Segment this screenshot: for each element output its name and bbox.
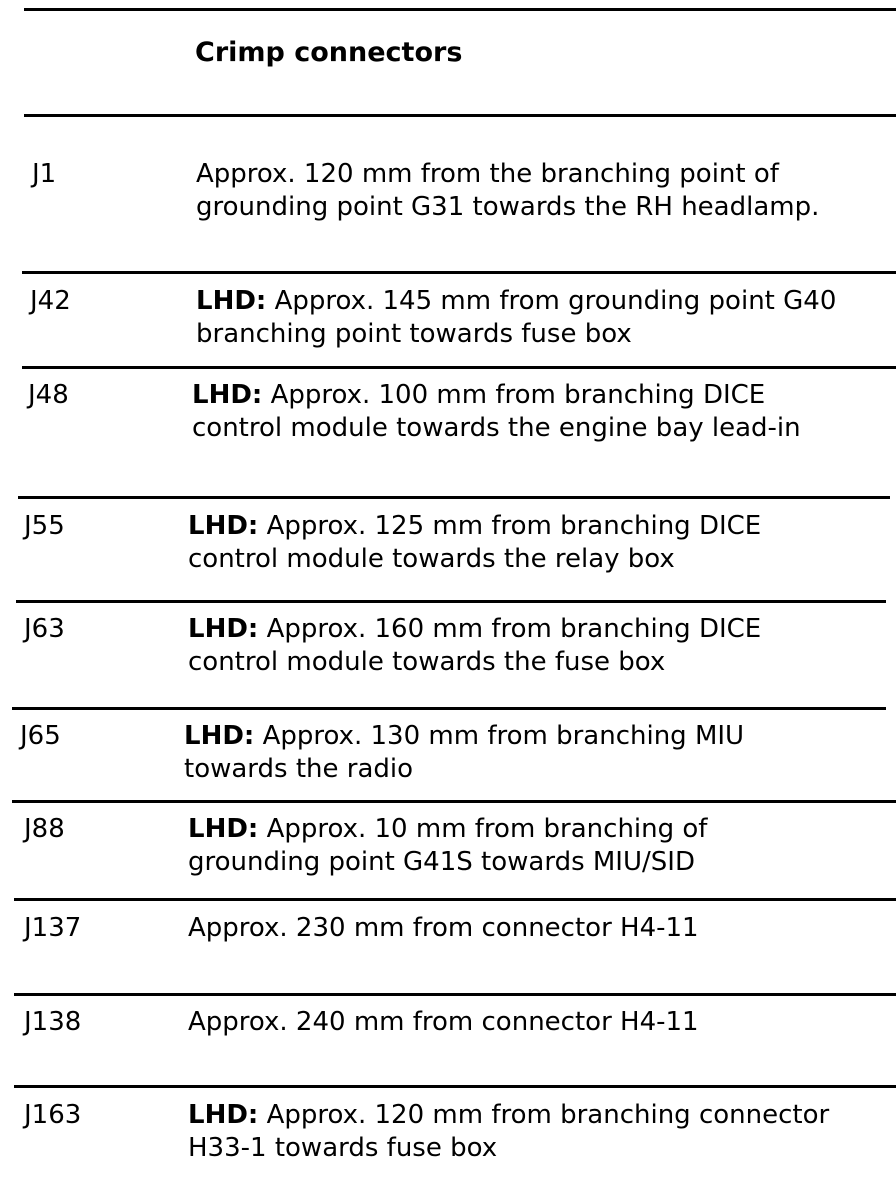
table-rule [12,707,886,710]
description-text: Approx. 130 mm from branching MIU [254,721,745,751]
description-line [196,285,836,318]
description-prefix: LHD: [188,1100,259,1130]
description-prefix: LHD: [184,721,255,751]
connector-description [196,158,819,224]
description-text: Approx. 120 mm from branching connector [258,1100,830,1130]
description-line [188,510,761,543]
connector-code: J48 [28,380,69,410]
connector-description [192,379,801,445]
description-line [192,379,801,412]
connector-code: J138 [24,1007,82,1037]
connector-description [188,813,707,879]
description-prefix: LHD: [192,380,263,410]
description-line: H33-1 towards fuse box [188,1133,498,1163]
description-line: grounding point G31 towards the RH headlamp. [196,192,820,222]
description-text: Approx. 160 mm from branching DICE [258,614,762,644]
table-rule [12,800,896,803]
table-rule [14,993,896,996]
description-text: Approx. 145 mm from grounding point G40 [266,286,837,316]
table-rule [22,271,896,274]
description-line [188,1099,829,1132]
description-line [188,912,699,945]
description-prefix: LHD: [188,511,259,541]
description-text: Approx. 120 mm from the branching point of [196,159,779,189]
table-rule [18,496,890,499]
table-rule [14,898,896,901]
description-line [196,158,819,191]
description-text: Approx. 240 mm from connector H4-11 [188,1007,699,1037]
description-line: control module towards the engine bay lead-in [192,413,801,443]
description-line: branching point towards fuse box [196,319,632,349]
description-text: Approx. 230 mm from connector H4-11 [188,913,699,943]
connector-code: J55 [24,511,65,541]
description-line [188,613,761,646]
description-line [188,1006,699,1039]
connector-code: J1 [32,159,57,189]
connector-description [188,912,699,945]
table-rule [14,1085,896,1088]
connector-description [188,1006,699,1039]
description-prefix: LHD: [196,286,267,316]
table-rule [16,600,886,603]
connector-code: J88 [24,814,65,844]
description-text: Approx. 100 mm from branching DICE [262,380,766,410]
connector-description [196,285,836,351]
table-rule-top [24,8,896,11]
description-line [184,720,744,753]
connector-description [188,1099,829,1165]
connector-description [184,720,744,786]
description-line: towards the radio [184,754,414,784]
connector-description [188,613,761,679]
connector-code: J137 [24,913,82,943]
connector-description [188,510,761,576]
description-text: Approx. 10 mm from branching of [258,814,708,844]
description-line: control module towards the fuse box [188,647,666,677]
description-prefix: LHD: [188,814,259,844]
connector-code: J65 [20,721,61,751]
connector-code: J163 [24,1100,82,1130]
description-line: grounding point G41S towards MIU/SID [188,847,695,877]
description-line: control module towards the relay box [188,544,675,574]
table-rule-header [24,114,896,117]
table-rule [22,366,896,369]
description-text: Approx. 125 mm from branching DICE [258,511,762,541]
table-title: Crimp connectors [195,37,463,68]
description-prefix: LHD: [188,614,259,644]
connector-code: J42 [30,286,71,316]
connector-code: J63 [24,614,65,644]
description-line [188,813,707,846]
